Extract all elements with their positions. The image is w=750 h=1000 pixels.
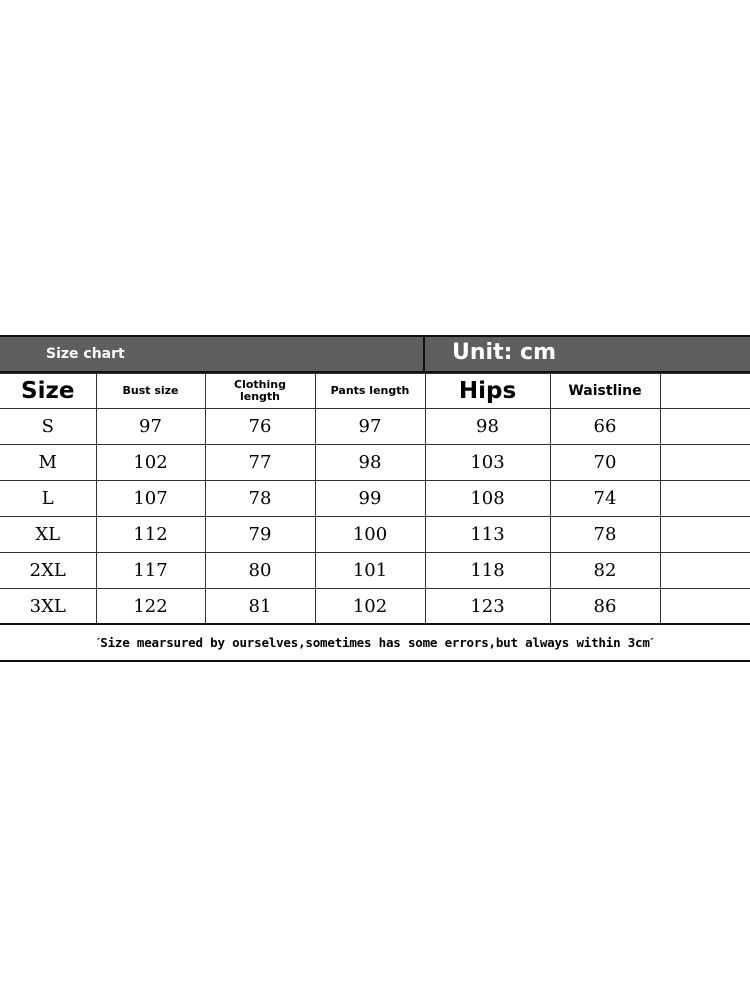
cell-waistline: 74 [550,481,660,517]
header-hips: Hips [425,374,550,409]
cell-bust: 117 [96,553,205,589]
cell-clothing-length: 79 [205,517,315,553]
cell-waistline: 78 [550,517,660,553]
size-chart [0,335,750,662]
cell-size: 3XL [0,589,96,625]
cell-empty [660,517,750,553]
table-row [0,481,750,517]
unit-label: Unit: cm [452,340,557,365]
cell-empty [660,445,750,481]
header-pants-length: Pants length [315,374,425,409]
cell-empty [660,553,750,589]
cell-pants-length: 102 [315,589,425,625]
header-row [0,374,750,409]
cell-hips: 108 [425,481,550,517]
cell-hips: 98 [425,409,550,445]
cell-waistline: 70 [550,445,660,481]
chart-title: Size chart [46,346,125,362]
cell-empty [660,589,750,625]
table-row [0,517,750,553]
title-divider [423,337,425,371]
table-row [0,589,750,625]
header-clothing-length-label: Clothing length [234,378,286,403]
cell-waistline: 86 [550,589,660,625]
cell-clothing-length: 81 [205,589,315,625]
cell-size: 2XL [0,553,96,589]
cell-pants-length: 97 [315,409,425,445]
note-bar [0,623,750,662]
size-table [0,373,750,625]
cell-empty [660,409,750,445]
cell-clothing-length: 76 [205,409,315,445]
measurement-note: ˊSize mearsured by ourselves,sometimes has some errors,but always within 3cmˊ [96,634,654,650]
cell-hips: 113 [425,517,550,553]
table-row [0,409,750,445]
cell-empty [660,481,750,517]
cell-waistline: 82 [550,553,660,589]
table-row [0,553,750,589]
cell-hips: 103 [425,445,550,481]
cell-size: XL [0,517,96,553]
cell-bust: 102 [96,445,205,481]
title-bar [0,335,750,373]
cell-pants-length: 100 [315,517,425,553]
cell-pants-length: 98 [315,445,425,481]
header-empty [660,374,750,409]
cell-pants-length: 101 [315,553,425,589]
header-clothing-length [205,374,315,409]
header-bust: Bust size [96,374,205,409]
cell-bust: 112 [96,517,205,553]
cell-size: L [0,481,96,517]
cell-size: M [0,445,96,481]
header-waistline: Waistline [550,374,660,409]
cell-bust: 97 [96,409,205,445]
cell-size: S [0,409,96,445]
cell-clothing-length: 77 [205,445,315,481]
cell-hips: 123 [425,589,550,625]
cell-pants-length: 99 [315,481,425,517]
table-row [0,445,750,481]
header-size: Size [0,374,96,409]
cell-waistline: 66 [550,409,660,445]
cell-bust: 122 [96,589,205,625]
cell-clothing-length: 78 [205,481,315,517]
cell-bust: 107 [96,481,205,517]
cell-hips: 118 [425,553,550,589]
cell-clothing-length: 80 [205,553,315,589]
